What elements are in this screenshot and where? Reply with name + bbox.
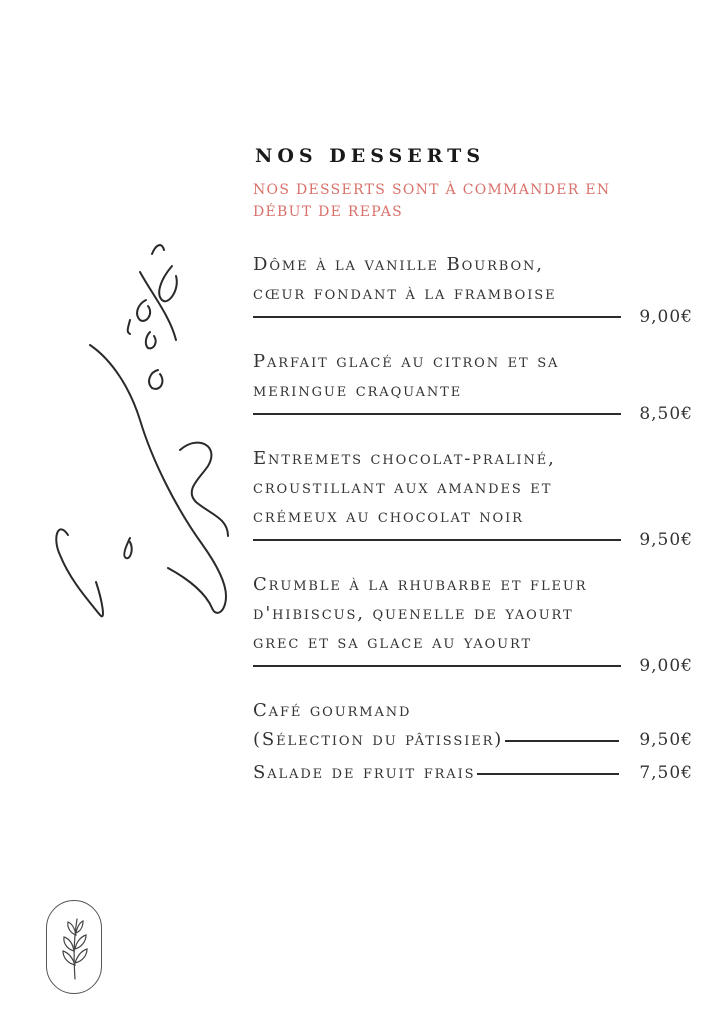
menu-item-line: cœur fondant à la framboise [253,283,557,304]
menu-item-price: 8,50€ [639,404,693,424]
menu-item-line: croustillant aux amandes et [253,477,553,498]
menu-item [253,444,693,552]
menu-item-price: 9,50€ [639,530,693,550]
menu-item-line: Entremets chocolat-praliné, [253,448,556,469]
menu-item-line: Parfait glacé au citron et sa [253,351,560,372]
menu-item-price: 7,50€ [639,762,693,783]
menu-item-price: 9,50€ [639,729,693,750]
page-title: NOS DESSERTS [255,145,486,167]
menu-item-line: Salade de fruit frais [253,762,476,783]
menu-item-line: Dôme à la vanille Bourbon, [253,254,544,275]
menu-item-line: Café gourmand [253,700,412,721]
script-logo [30,220,240,640]
price-leader-line [253,316,621,318]
menu-item-line: (Sélection du pâtissier) [253,729,504,750]
price-leader-line [505,740,619,742]
menu-item-line: d'hibiscus, quenelle de yaourt [253,603,574,624]
brand-badge [46,900,102,994]
price-leader-line [477,773,619,775]
menu-item-line: grec et sa glace au yaourt [253,632,533,653]
menu-item [253,696,693,754]
menu-item [253,570,693,678]
menu-subtitle: NOS DESSERTS SONT À COMMANDER EN DÉBUT DE REPAS [253,182,611,220]
price-leader-line [253,665,621,667]
menu-item-price: 9,00€ [639,307,693,327]
menu-item-line: Crumble à la rhubarbe et fleur [253,574,588,595]
menu-item [253,758,693,787]
leaf-sprig-icon [55,913,95,983]
menu-content [253,145,693,805]
price-leader-line [253,539,621,541]
menu-item-line: crémeux au chocolat noir [253,506,524,527]
menu-item-line: meringue craquante [253,380,463,401]
menu-item [253,347,693,426]
menu-item [253,250,693,329]
price-leader-line [253,413,621,415]
menu-item-price: 9,00€ [639,656,693,676]
